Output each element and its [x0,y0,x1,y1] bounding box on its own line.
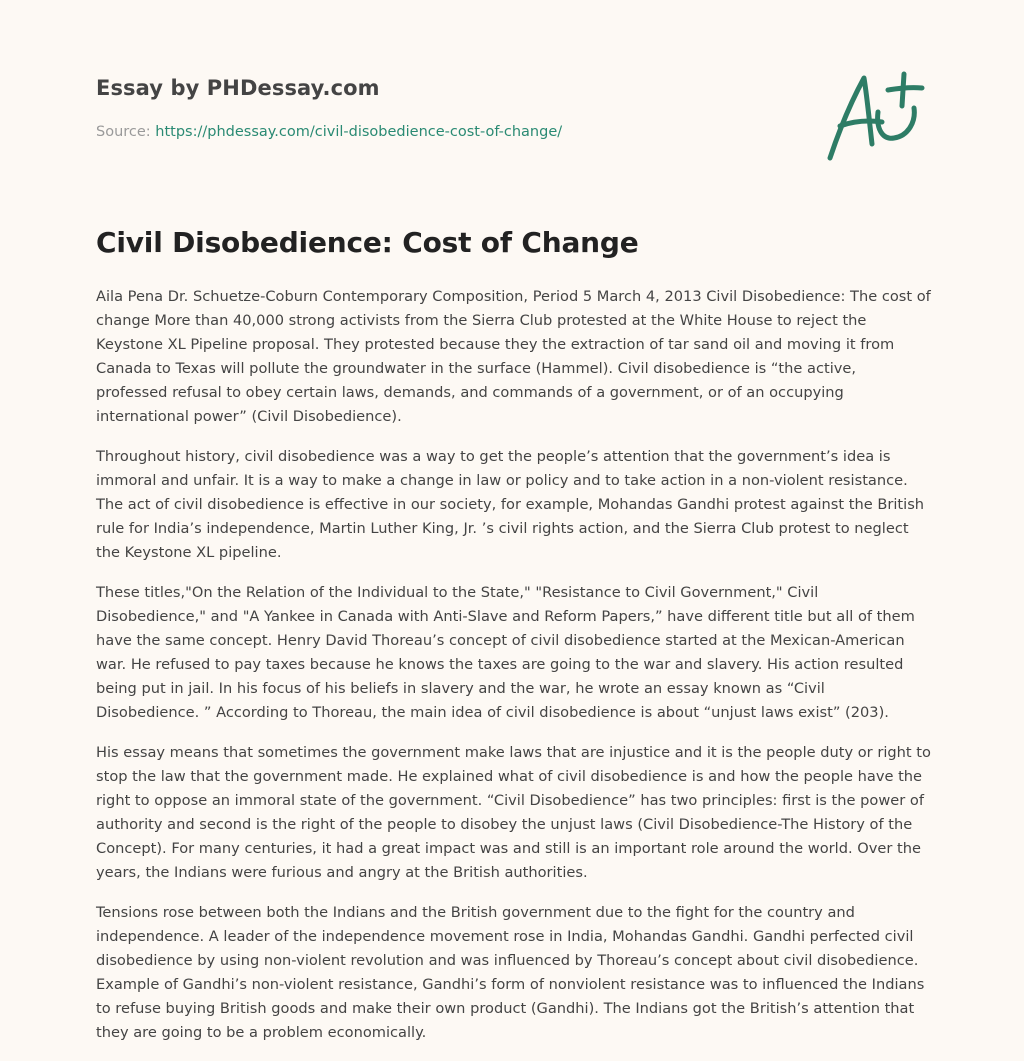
essay-paragraph: Throughout history, civil disobedience was a way to get the people’s attention that the government’s idea is immoral and unfair. It is a way to make a change in law or policy and to take action in a non-violent resistance. The act of civil disobedience is effective in our society, for example, Mohandas Gandhi protest against the British rule for India’s independence, Martin Luther King, Jr. ’s civil rights action, and the Sierra Club protest to neglect the Keystone XL pipeline. [96,448,925,561]
source-link[interactable]: https://phdessay.com/civil-disobedience-cost-of-change/ [155,124,563,140]
source-label: Source: [96,124,156,140]
essay-paragraph: Tensions rose between both the Indians and the British government due to the fight for the country and independence. A leader of the independence movement rose in India, Mohandas Gandhi. Gandhi perfected civil disobedience by using non-violent revolution and was influenced by Thoreau’s concept about civil disobedience. Example of Gandhi’s non-violent resistance, Gandhi’s form of nonviolent resistance was to influenced the Indians to refuse buying British goods and make their own product (Gandhi). The Indians got the British’s attention that they are going to be a problem economically. [96,904,925,1041]
site-brand: Essay by PHDessay.com [96,76,380,100]
essay-paragraph: These titles,"On the Relation of the Individual to the State," "Resistance to Civil Government," Civil Disobedience," and "A Yankee in Canada with Anti-Slave and Reform Papers,” have different title but all of them have the same concept. Henry David Thoreau’s concept of civil disobedience started at the Mexican-American war. He refused to pay taxes because he knows the taxes are going to the war and slavery. His action resulted being put in jail. In his focus of his beliefs in slavery and the war, he wrote an essay known as “Civil Disobedience. ” According to Thoreau, the main idea of civil disobedience is about “unjust laws exist” (203). [96,584,915,721]
essay-paragraph: His essay means that sometimes the government make laws that are injustice and it is the people duty or right to stop the law that the government made. He explained what of civil disobedience is and how the people have the right to oppose an immoral state of the government. “Civil Disobedience” has two principles: first is the power of authority and second is the right of the people to disobey the unjust laws (Civil Disobedience-The History of the Concept). For many centuries, it had a great impact was and still is an important role around the world. Over the years, the Indians were furious and angry at the British authorities. [96,744,931,881]
essay-paragraph: Aila Pena Dr. Schuetze-Coburn Contemporary Composition, Period 5 March 4, 2013 Civil Disobedience: The cost of change More than 40,000 strong activists from the Sierra Club protested at the White House to reject the Keystone XL Pipeline proposal. They protested because they the extraction of tar sand oil and moving it from Canada to Texas will pollute the groundwater in the surface (Hammel). Civil disobedience is “the active, professed refusal to obey certain laws, demands, and commands of a government, or of an occupying international power” (Civil Disobedience). [96,288,931,425]
a-plus-logo-icon [820,66,928,166]
essay-title: Civil Disobedience: Cost of Change [96,226,639,259]
source-line [96,124,562,140]
essay-body [96,285,932,1061]
